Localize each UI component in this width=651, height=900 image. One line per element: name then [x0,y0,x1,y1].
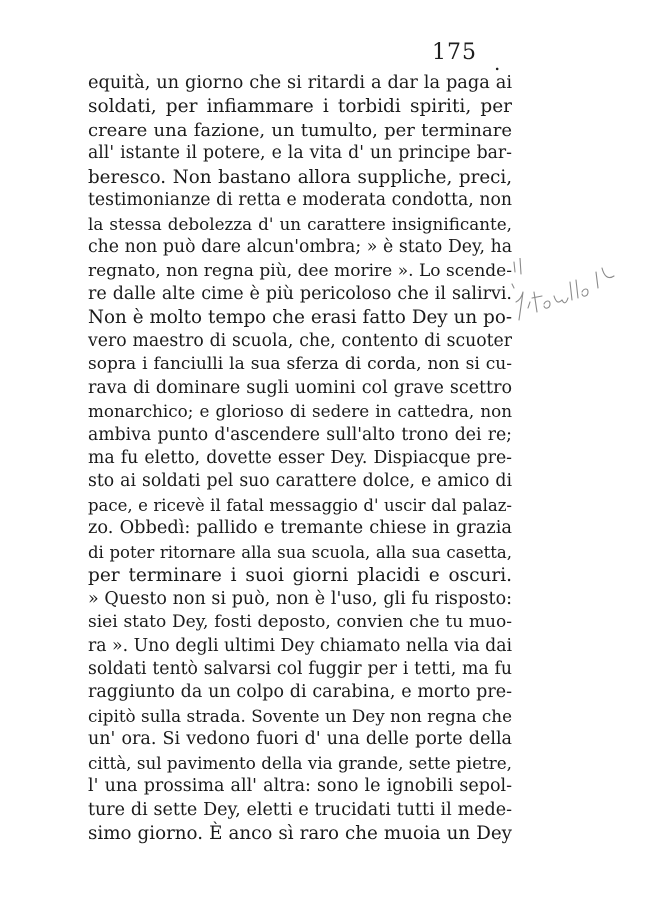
text-line: ra ». Uno degli ultimi Dey chiamato nella via dai [88,635,512,656]
text-line: città, sul pavimento della via grande, sette pietre, [88,752,512,773]
text-line: ture di sette Dey, eletti e trucidati tutti il mede- [88,799,512,820]
text-line: raggiunto da un colpo di carabina, e morto pre- [88,682,512,703]
text-line: di poter ritornare alla sua scuola, alla sua casetta, [88,542,512,562]
text-line: testimonianze di retta e moderata condotta, non [88,190,512,211]
text-line: monarchico; e glorioso di sedere in cattedra, non [88,401,512,422]
text-line: ma fu eletto, dovette esser Dey. Dispiacque pre- [88,448,512,468]
text-line: » Questo non si può, non è l'uso, gli fu risposto: [88,588,512,609]
text-line: che non può dare alcun'ombra; » è stato Dey, ha [88,237,512,258]
text-line: cipitò sulla strada. Sovente un Dey non regna che [88,705,512,726]
text-line: re dalle alte cime è più pericoloso che il salirvi. [88,283,512,304]
text-line: beresco. Non bastano allora suppliche, preci, [88,166,512,188]
text-line: la stessa debolezza d' un carattere insignificante, [88,213,512,234]
text-line: all' istante il potere, e la vita d' un principe bar- [88,143,512,164]
text-line: Non è molto tempo che erasi fatto Dey un po- [88,307,512,329]
text-line: simo giorno. È anco sì raro che muoia un Dey [88,823,512,844]
text-line: equità, un giorno che si ritardi a dar la paga ai [88,73,512,93]
page-number: 175 [432,40,477,65]
text-line: un' ora. Si vedono fuori d' una delle porte della [88,729,512,750]
text-line: pace, e ricevè il fatal messaggio d' uscir dal palaz- [88,495,512,515]
text-line: creare una fazione, un tumulto, per terminare [88,119,512,141]
text-line: l' una prossima all' altra: sono le ignobili sepol- [88,776,512,797]
text-line: sto ai soldati pel suo carattere dolce, e amico di [88,471,512,492]
text-line: ambiva punto d'ascendere sull'alto trono dei re; [88,424,512,445]
text-line: soldati tentò salvarsi col fuggir per i tetti, ma fu [88,658,512,679]
text-line: rava di dominare sugli uomini col grave scettro [88,377,512,398]
text-line: per terminare i suoi giorni placidi e oscuri. [88,565,512,587]
text-line: regnato, non regna più, dee morire ». Lo scende- [88,260,512,281]
pencil-marginalia [510,258,620,328]
text-line: soldati, per infiammare i torbidi spiriti, per [88,96,512,118]
text-line: siei stato Dey, fosti deposto, convien che tu muo- [88,612,512,633]
body-text [88,72,512,845]
text-line: sopra i fanciulli la sua sferza di corda, non si cu- [88,354,512,375]
text-line: vero maestro di scuola, che, contento di scuoter [88,330,512,351]
page-number-dot: . [494,51,501,75]
text-line: zo. Obbedì: pallido e tremante chiese in grazia [88,518,512,539]
